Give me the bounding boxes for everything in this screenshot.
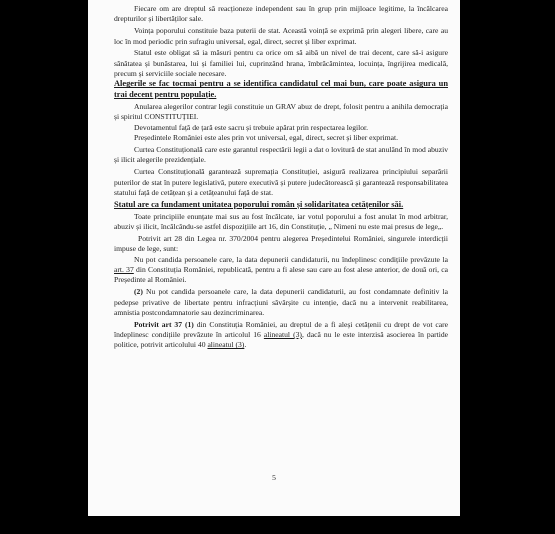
page-number: 5 (272, 473, 276, 482)
interdiction-2-number: (2) (134, 287, 143, 297)
heading-elections-purpose: Alegerile se fac tocmai pentru a se identifica candidatul cel mai bun, care poate asigura un trai decent pentru populație. (114, 79, 448, 99)
paragraph-will-of-people: Voința poporului constituie baza puterii de stat. Această voință se exprimă prin alegeri libere, care au loc în mod periodic prin sufragiu universal, egal, direct, secret și liber exprimat. (114, 26, 448, 46)
paragraph-president-election: Președintele României este ales prin vot universal, egal, direct, secret și liber exprimat. (134, 133, 399, 143)
art-37-text-a: din Constituția României, au dreptul de a fi aleși cetățenii cu drept de vot care îndeplinesc condițiile prevăzute în articolul 16 (114, 319, 448, 340)
paragraph-decent-living: Statul este obligat să ia măsuri pentru ca orice om să aibă un nivel de trai decent, care să-i asigure sănătatea și bunăstarea, lui și familiei lui, cuprinzând hrana, îmbrăcămintea, locuința, îngrijirea medicală, precum și serviciile sociale necesare. (114, 48, 448, 79)
art-37-text-b: , dacă nu le este interzisă asocierea în partide politice, potrivit articolului 40 (114, 330, 448, 350)
paragraph-court-guarantees: Curtea Constituțională garantează supremația Constituției, asigură realizarea principiului separării puterilor de stat în putere legislativă, putere executivă și putere judecătorească și garantează responsabilitatea statului față de cetățean și a cetățeanului față de stat. (114, 167, 448, 197)
heading-unity: Statul are ca fundament unitatea poporului român și solidaritatea cetățenilor săi. (114, 199, 404, 209)
paragraph-devotion: Devotamentul față de țară este sacru și trebuie apărat prin respectarea legilor. (134, 122, 369, 132)
paragraph-art-37 (114, 320, 448, 351)
art-37-link[interactable]: art. 37 (114, 265, 134, 274)
paragraph-right-to-react: Fiecare om are dreptul să reacționeze independent sau în grup prin mijloace legitime, la încălcarea drepturilor și libertăților sale. (114, 4, 448, 24)
paragraph-principles-violated: Toate principiile enunțate mai sus au fost încălcate, iar votul poporului a fost anulat în mod arbitrar, abuziv și ilicit, încălcându-se astfel dispozițiile art 16, din Constituție, „ Nimeni nu este mai presus de lege„. (114, 211, 448, 232)
paragraph-constitutional-court-coup: Curtea Constituțională care este garantul respectării legii a dat o lovitură de stat anulând în mod abuziv și ilicit alegerile prezidențiale. (114, 144, 448, 165)
paragraph-interdiction-1 (114, 255, 448, 286)
paragraph-law-370: Potrivit art 28 din Legea nr. 370/2004 pentru alegerea Președintelui României, singurele interdicții impuse de lege, sunt: (114, 233, 448, 254)
interdiction-1-text-b: din Constituția României, republicată, pentru a fi alese sau care au fost alese anterior, de două ori, ca Președinte al României. (114, 265, 448, 285)
art-37-bold: Potrivit art 37 (1) (134, 319, 194, 329)
art-37-text-c: . (244, 340, 247, 350)
document-page (88, 0, 460, 516)
paragraph-interdiction-2 (114, 287, 448, 318)
interdiction-1-text-a: Nu pot candida persoanele care, la data depunerii candidaturii, nu îndeplinesc condițiile prevăzute la (134, 254, 448, 264)
paragraph-annulment-abuse: Anularea alegerilor contrar legii constituie un GRAV abuz de drept, folosit pentru a anihila democrația și spiritul CONSTITUȚIEI. (114, 102, 448, 122)
alineat-3-link-2[interactable]: alineatul (3) (207, 340, 245, 350)
interdiction-2-text: Nu pot candida persoanele care, la data depunerii candidaturii, au fost condamnate definitiv la pedepse privative de libertate pentru infracțiuni săvârșite cu intenție, dacă nu a intervenit reabilitarea, amnistia postcondamnatorie sau dezincriminarea. (114, 287, 448, 317)
alineat-3-link-1[interactable]: alineatul (3) (263, 330, 302, 340)
